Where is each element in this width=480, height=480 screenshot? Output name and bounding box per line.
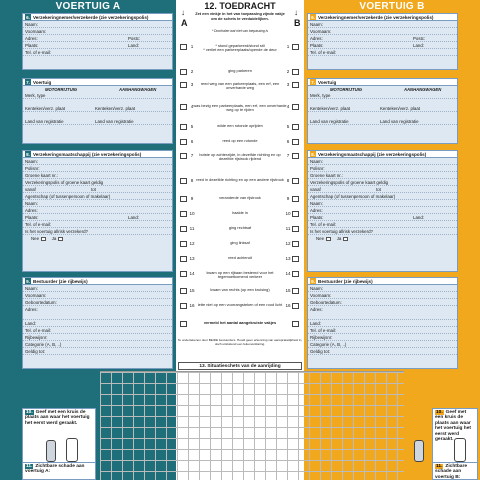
driver-name-field[interactable]: Naam: xyxy=(308,285,457,292)
circumstance-label: kwam van rechts (op een kruising) xyxy=(210,287,270,292)
circumstance-a-checkbox[interactable] xyxy=(180,69,187,75)
vehicle-a-insurer-section xyxy=(22,150,173,272)
circumstance-a-checkbox[interactable] xyxy=(180,211,187,217)
circumstance-number: 10 xyxy=(189,211,195,216)
circumstance-number: 6 xyxy=(286,139,290,144)
make-type-field[interactable]: Merk, type xyxy=(308,92,457,99)
insurer-name-field[interactable]: Naam: xyxy=(23,158,172,165)
vehicle-a-header: VOERTUIG A xyxy=(55,1,121,12)
circumstance-number: 16 xyxy=(285,303,291,308)
driver-firstname-field[interactable]: Voornaam: xyxy=(308,292,457,299)
circumstances-title: 12. TOEDRACHT xyxy=(204,1,276,11)
trailer-label: AANHANGWAGEN xyxy=(119,87,157,92)
circumstance-label: ging rechtsaf xyxy=(228,225,252,230)
circumstance-number: 10 xyxy=(285,211,291,216)
valid-from-field[interactable]: vanaf tot xyxy=(308,186,457,193)
circumstance-b-checkbox[interactable] xyxy=(292,241,299,247)
section-title: 7. Voertuig xyxy=(308,79,457,86)
circumstance-number: 12 xyxy=(189,241,195,246)
agency-city-field[interactable]: Plaats: Land: xyxy=(23,214,172,221)
policy-number-field[interactable]: Polisnr: xyxy=(23,165,172,172)
circumstance-number: 2 xyxy=(286,69,290,74)
circumstance-a-checkbox[interactable] xyxy=(180,196,187,202)
circumstance-number: 3 xyxy=(190,82,194,87)
circumstance-b-checkbox[interactable] xyxy=(292,44,299,50)
vehicle-b-insurer-section xyxy=(307,150,458,272)
circumstance-number: 6 xyxy=(190,139,194,144)
plate-field[interactable]: Kenteken/verz. plaat Kenteken/verz. plaat xyxy=(23,105,172,112)
agency-address-field[interactable]: Adres: xyxy=(308,207,457,214)
firstname-field[interactable]: Voornaam: xyxy=(23,28,172,35)
circumstance-label: haalde in xyxy=(232,210,248,215)
vehicle-b-impact-point: 10. Geef met een kruis de plaats aan waar het voertuig het eerst werd geraakt. xyxy=(432,408,478,466)
circumstance-number: 16 xyxy=(189,303,195,308)
driver-name-field[interactable]: Naam: xyxy=(23,285,172,292)
motor-vehicle-label: MOTORRIJTUIG xyxy=(330,87,363,92)
circumstance-b-checkbox[interactable] xyxy=(292,104,299,110)
sketch-grid[interactable] xyxy=(100,371,404,480)
circumstance-a-checkbox[interactable] xyxy=(180,124,187,130)
address-field[interactable]: Adres: Postc: xyxy=(23,35,172,42)
vehicle-b-policyholder-section xyxy=(307,13,458,70)
driver-contact-field[interactable]: Tel. of e-mail: xyxy=(308,327,457,334)
driver-birthdate-field[interactable]: Geboortedatum: xyxy=(308,299,457,306)
green-card-field[interactable]: Groene kaart nr.: xyxy=(23,172,172,179)
agency-contact-field[interactable]: Tel. of e-mail: xyxy=(308,221,457,228)
vehicle-a-damage: 11. Zichtbare schade aan voertuig A: xyxy=(22,462,96,480)
circumstance-b-checkbox[interactable] xyxy=(292,288,299,294)
driver-address-field[interactable]: Adres: xyxy=(308,306,457,320)
agency-contact-field[interactable]: Tel. of e-mail: xyxy=(23,221,172,228)
agency-address-field[interactable]: Adres: xyxy=(23,207,172,214)
license-number-field[interactable]: Rijbewijsnr: xyxy=(23,334,172,341)
allrisk-question: Is het voertuig allrisk verzekerd? xyxy=(23,228,172,235)
motor-vehicle-label: MOTORRIJTUIG xyxy=(45,87,78,92)
contact-field[interactable]: Tel. of e-mail: xyxy=(23,49,172,56)
validity-label: Verzekeringspolis of groene kaart geldig xyxy=(23,179,172,186)
circumstance-a-checkbox[interactable] xyxy=(180,139,187,145)
column-b-label: B xyxy=(294,18,301,28)
circumstance-number: 11 xyxy=(189,226,195,231)
address-field[interactable]: Adres: Postc: xyxy=(308,35,457,42)
city-field[interactable]: Plaats: Land: xyxy=(308,42,457,49)
agency-label: Agentschap (of tussenpersoon of makelaar) xyxy=(23,193,172,200)
circumstance-b-checkbox[interactable] xyxy=(292,271,299,277)
license-category-field[interactable]: Categorie (A, B, ..) xyxy=(308,341,457,348)
circumstance-number: 9 xyxy=(286,196,290,201)
car-icon[interactable] xyxy=(66,438,78,462)
firstname-field[interactable]: Voornaam: xyxy=(308,28,457,35)
circumstance-number: 7 xyxy=(190,153,194,158)
section-title: 7. Voertuig xyxy=(23,79,172,86)
circumstance-number: 13 xyxy=(285,256,291,261)
circumstance-label: wilde een rotonde oprijden xyxy=(217,123,263,128)
circumstances-subtitle: Zet een vinkje in het van toepassing zijnde vakje om de schets te verduidelijken. xyxy=(195,11,285,21)
circumstance-label: reed weg van een parkeerplaats, een erf, een onverharde weg xyxy=(200,81,280,91)
circumstance-number: 4 xyxy=(286,104,290,109)
circumstance-b-checkbox[interactable] xyxy=(292,124,299,130)
circumstance-number: 15 xyxy=(285,288,291,293)
driver-country-field[interactable]: Land: xyxy=(308,320,457,327)
vehicle-a-driver-section xyxy=(22,277,173,369)
driver-address-field[interactable]: Adres: xyxy=(23,306,172,320)
circumstance-b-checkbox[interactable] xyxy=(292,69,299,75)
circumstance-number: 14 xyxy=(189,271,195,276)
circumstance-number: 13 xyxy=(189,256,195,261)
circumstance-a-checkbox[interactable] xyxy=(180,153,187,159)
agency-label: Agentschap (of tussenpersoon of makelaar) xyxy=(308,193,457,200)
section-title: 6. Verzekeringnemer/verzekerde (zie verzekeringspolis) xyxy=(23,14,172,21)
total-label: vermeld het aantal aangekruiste vakjes xyxy=(203,320,277,325)
circumstance-label: reed op een rotonde xyxy=(222,138,258,143)
circumstance-number: 12 xyxy=(285,241,291,246)
total-a-box[interactable] xyxy=(180,321,187,327)
trailer-label: AANHANGWAGEN xyxy=(404,87,442,92)
signature-note: Te ondertekenen door BEIDE bestuurders. Houdt geen erkenning van aansprakelijkheid in, doch uitsluitend een feitenverklaring. xyxy=(177,338,303,346)
circumstance-number: 8 xyxy=(286,178,290,183)
circumstance-b-checkbox[interactable] xyxy=(292,153,299,159)
driver-contact-field[interactable]: Tel. of e-mail: xyxy=(23,327,172,334)
circumstance-label: reed achteruit xyxy=(228,255,252,260)
circumstances-note: * Doorhalen wat niet van toepassing is xyxy=(211,29,269,33)
circumstance-label: veranderde van rijstrook xyxy=(219,195,261,200)
arrow-down-icon: ↓ xyxy=(294,8,298,17)
circumstance-a-checkbox[interactable] xyxy=(180,104,187,110)
section-title: 9. Bestuurder (zie rijbewijs) xyxy=(308,278,457,285)
allrisk-yes-checkbox[interactable] xyxy=(58,237,63,241)
car-icon[interactable] xyxy=(454,438,466,462)
circumstance-a-checkbox[interactable] xyxy=(180,271,187,277)
arrow-down-icon: ↓ xyxy=(181,8,185,17)
vehicle-b-header: VOERTUIG B xyxy=(359,1,425,12)
contact-field[interactable]: Tel. of e-mail: xyxy=(308,49,457,56)
circumstance-label: reed in dezelfde richting en op een andere rijstrook xyxy=(196,177,284,182)
circumstance-number: 5 xyxy=(190,124,194,129)
green-card-field[interactable]: Groene kaart nr.: xyxy=(308,172,457,179)
allrisk-question: Is het voertuig allrisk verzekerd? xyxy=(308,228,457,235)
policy-number-field[interactable]: Polisnr: xyxy=(308,165,457,172)
circumstance-b-checkbox[interactable] xyxy=(292,178,299,184)
circumstance-number: 15 xyxy=(189,288,195,293)
circumstance-label: lette niet op een voorrangsteken of een rood licht xyxy=(197,302,283,307)
registration-country-field[interactable]: Land van registratie Land van registratie xyxy=(23,118,172,125)
circumstance-number: 2 xyxy=(190,69,194,74)
license-number-field[interactable]: Rijbewijsnr: xyxy=(308,334,457,341)
driver-firstname-field[interactable]: Voornaam: xyxy=(23,292,172,299)
license-valid-field[interactable]: Geldig tot: xyxy=(23,348,172,355)
allrisk-options: Nee Ja xyxy=(308,235,457,242)
circumstance-label: ging parkeren xyxy=(228,68,252,73)
section-title: 6. Verzekeringnemer/verzekerde (zie verzekeringspolis) xyxy=(308,14,457,21)
vehicle-b-damage: 11. Zichtbare schade aan voertuig B: xyxy=(432,462,478,480)
name-field[interactable]: Naam: xyxy=(308,21,457,28)
car-icon[interactable] xyxy=(414,440,424,462)
circumstance-number: 9 xyxy=(190,196,194,201)
vehicle-a-impact-point: 10. Geef met een kruis de plaats aan waar het voertuig het eerst werd geraakt. xyxy=(22,408,96,466)
sketch-header: 13. Situatieschets van de aanrijding xyxy=(178,362,302,370)
section-title: 8. Verzekeringsmaatschappij (zie verzekeringspolis) xyxy=(308,151,457,158)
vehicle-b-driver-section xyxy=(307,277,458,369)
plate-field[interactable]: Kenteken/verz. plaat Kenteken/verz. plaat xyxy=(308,105,457,112)
circumstance-label: was bezig een parkeerplaats, een erf, een onverharde weg op te rijden xyxy=(193,103,287,113)
make-type-field[interactable]: Merk, type xyxy=(23,92,172,99)
column-a-label: A xyxy=(181,18,188,28)
circumstance-b-checkbox[interactable] xyxy=(292,82,299,88)
section-title: 9. Bestuurder (zie rijbewijs) xyxy=(23,278,172,285)
total-b-box[interactable] xyxy=(292,321,299,327)
valid-from-field[interactable]: vanaf tot xyxy=(23,186,172,193)
circumstance-label: botste op achterzijde, in dezelfde richting en op dezelfde rijstrook rijdend xyxy=(199,152,281,162)
license-category-field[interactable]: Categorie (A, B, ..) xyxy=(23,341,172,348)
circumstance-b-checkbox[interactable] xyxy=(292,256,299,262)
validity-label: Verzekeringspolis of groene kaart geldig xyxy=(308,179,457,186)
circumstance-number: 1 xyxy=(286,44,290,49)
license-valid-field[interactable]: Geldig tot: xyxy=(308,348,457,355)
allrisk-yes-checkbox[interactable] xyxy=(343,237,348,241)
car-icon[interactable] xyxy=(46,440,56,462)
agency-name-field[interactable]: Naam: xyxy=(308,200,457,207)
circumstance-number: 14 xyxy=(285,271,291,276)
circumstance-number: 11 xyxy=(285,226,291,231)
circumstance-a-checkbox[interactable] xyxy=(180,288,187,294)
agency-city-field[interactable]: Plaats: Land: xyxy=(308,214,457,221)
vehicle-b-vehicle-section xyxy=(307,78,458,144)
section-title: 8. Verzekeringsmaatschappij (zie verzekeringspolis) xyxy=(23,151,172,158)
circumstance-number: 5 xyxy=(286,124,290,129)
circumstance-a-checkbox[interactable] xyxy=(180,82,187,88)
circumstance-a-checkbox[interactable] xyxy=(180,241,187,247)
agency-name-field[interactable]: Naam: xyxy=(23,200,172,207)
circumstance-a-checkbox[interactable] xyxy=(180,303,187,309)
circumstance-b-checkbox[interactable] xyxy=(292,303,299,309)
allrisk-options: Nee Ja xyxy=(23,235,172,242)
circumstance-b-checkbox[interactable] xyxy=(292,226,299,232)
circumstance-a-checkbox[interactable] xyxy=(180,256,187,262)
name-field[interactable]: Naam: xyxy=(23,21,172,28)
circumstance-b-checkbox[interactable] xyxy=(292,196,299,202)
circumstance-number: 4 xyxy=(190,104,194,109)
allrisk-no-checkbox[interactable] xyxy=(41,237,46,241)
circumstance-a-checkbox[interactable] xyxy=(180,226,187,232)
circumstance-number: 8 xyxy=(190,178,194,183)
vehicle-a-vehicle-section xyxy=(22,78,173,144)
allrisk-no-checkbox[interactable] xyxy=(326,237,331,241)
circumstance-b-checkbox[interactable] xyxy=(292,211,299,217)
city-field[interactable]: Plaats: Land: xyxy=(23,42,172,49)
registration-country-field[interactable]: Land van registratie Land van registratie xyxy=(308,118,457,125)
circumstance-number: 7 xyxy=(286,153,290,158)
circumstance-number: 1 xyxy=(190,44,194,49)
circumstance-label: ging linksaf xyxy=(230,240,250,245)
circumstance-b-checkbox[interactable] xyxy=(292,139,299,145)
insurer-name-field[interactable]: Naam: xyxy=(308,158,457,165)
driver-birthdate-field[interactable]: Geboortedatum: xyxy=(23,299,172,306)
circumstance-a-checkbox[interactable] xyxy=(180,178,187,184)
circumstance-label: * stond geparkeerd/stond stil * verliet een parkeerplaats/opende de deur xyxy=(203,43,277,53)
vehicle-a-policyholder-section xyxy=(22,13,173,70)
circumstance-label: kwam op een rijbaan bestemd voor het tegemoetkomend verkeer xyxy=(206,270,274,280)
circumstance-number: 3 xyxy=(286,82,290,87)
driver-country-field[interactable]: Land: xyxy=(23,320,172,327)
circumstance-a-checkbox[interactable] xyxy=(180,44,187,50)
